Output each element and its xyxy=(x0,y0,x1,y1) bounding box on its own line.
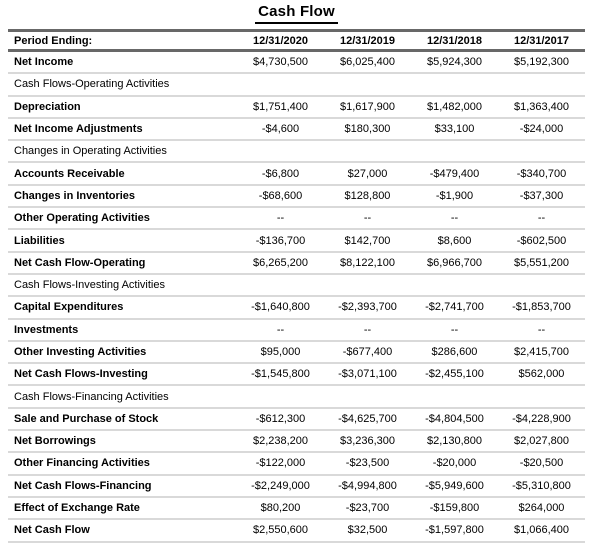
cell-value xyxy=(237,274,324,296)
cell-value: $80,200 xyxy=(237,497,324,519)
section-label: Cash Flows-Financing Activities xyxy=(8,385,237,407)
row-label: Depreciation xyxy=(8,96,237,118)
cell-value xyxy=(237,385,324,407)
row-label: Other Investing Activities xyxy=(8,341,237,363)
cell-value: -$159,800 xyxy=(411,497,498,519)
cell-value: -$677,400 xyxy=(324,341,411,363)
cell-value: -- xyxy=(237,207,324,229)
table-row xyxy=(8,475,585,497)
cell-value: $2,550,600 xyxy=(237,519,324,541)
cell-value: $8,122,100 xyxy=(324,252,411,274)
row-label: Net Cash Flows-Investing xyxy=(8,363,237,385)
cell-value: $6,025,400 xyxy=(324,51,411,74)
cell-value: $5,924,300 xyxy=(411,51,498,74)
cell-value: $1,751,400 xyxy=(237,96,324,118)
cell-value xyxy=(411,140,498,162)
table-row xyxy=(8,252,585,274)
section-label: Cash Flows-Operating Activities xyxy=(8,73,237,95)
cell-value: -$2,741,700 xyxy=(411,296,498,318)
cell-value: -$2,393,700 xyxy=(324,296,411,318)
cell-value: $27,000 xyxy=(324,162,411,184)
column-header-2018: 12/31/2018 xyxy=(411,31,498,51)
cell-value: $128,800 xyxy=(324,185,411,207)
section-header-row xyxy=(8,73,585,95)
page-title: Cash Flow xyxy=(255,3,338,24)
column-header-2017: 12/31/2017 xyxy=(498,31,585,51)
cell-value: $1,617,900 xyxy=(324,96,411,118)
cell-value: $2,238,200 xyxy=(237,430,324,452)
cell-value: $2,130,800 xyxy=(411,430,498,452)
cell-value: -$23,500 xyxy=(324,452,411,474)
cell-value: -$68,600 xyxy=(237,185,324,207)
cell-value: -- xyxy=(324,207,411,229)
cell-value: $264,000 xyxy=(498,497,585,519)
cell-value: -$37,300 xyxy=(498,185,585,207)
cell-value xyxy=(237,73,324,95)
cell-value: $6,966,700 xyxy=(411,252,498,274)
cell-value: -$1,853,700 xyxy=(498,296,585,318)
cell-value xyxy=(498,385,585,407)
cell-value: $2,415,700 xyxy=(498,341,585,363)
column-header-2019: 12/31/2019 xyxy=(324,31,411,51)
cell-value: -$2,249,000 xyxy=(237,475,324,497)
table-row xyxy=(8,363,585,385)
cell-value: -$1,900 xyxy=(411,185,498,207)
row-label: Other Financing Activities xyxy=(8,452,237,474)
cell-value: -- xyxy=(498,207,585,229)
row-label: Net Cash Flow xyxy=(8,519,237,541)
title-container xyxy=(8,3,585,24)
cell-value: -$4,600 xyxy=(237,118,324,140)
cell-value: -$136,700 xyxy=(237,229,324,251)
cash-flow-table xyxy=(8,29,585,543)
section-label: Cash Flows-Investing Activities xyxy=(8,274,237,296)
row-label: Investments xyxy=(8,319,237,341)
table-row xyxy=(8,118,585,140)
cell-value xyxy=(237,140,324,162)
cell-value: -$4,994,800 xyxy=(324,475,411,497)
cell-value: -- xyxy=(324,319,411,341)
table-row xyxy=(8,319,585,341)
cell-value: $1,482,000 xyxy=(411,96,498,118)
cell-value: -$5,310,800 xyxy=(498,475,585,497)
cell-value xyxy=(498,73,585,95)
cell-value xyxy=(324,385,411,407)
row-label: Sale and Purchase of Stock xyxy=(8,408,237,430)
cell-value: -$479,400 xyxy=(411,162,498,184)
cell-value: $4,730,500 xyxy=(237,51,324,74)
cell-value: $5,551,200 xyxy=(498,252,585,274)
cell-value: -$6,800 xyxy=(237,162,324,184)
column-header-2020: 12/31/2020 xyxy=(237,31,324,51)
cell-value: -$23,700 xyxy=(324,497,411,519)
table-row xyxy=(8,452,585,474)
cell-value: $2,027,800 xyxy=(498,430,585,452)
table-row xyxy=(8,408,585,430)
cell-value xyxy=(324,274,411,296)
row-label: Other Operating Activities xyxy=(8,207,237,229)
cell-value: $180,300 xyxy=(324,118,411,140)
table-row xyxy=(8,229,585,251)
cell-value: $8,600 xyxy=(411,229,498,251)
row-label: Net Cash Flows-Financing xyxy=(8,475,237,497)
row-label: Accounts Receivable xyxy=(8,162,237,184)
period-ending-header: Period Ending: xyxy=(8,31,237,51)
cell-value: -$122,000 xyxy=(237,452,324,474)
cell-value: $32,500 xyxy=(324,519,411,541)
cell-value: -- xyxy=(498,319,585,341)
cell-value: $95,000 xyxy=(237,341,324,363)
cell-value: -$24,000 xyxy=(498,118,585,140)
cell-value: $6,265,200 xyxy=(237,252,324,274)
table-row xyxy=(8,519,585,541)
table-row xyxy=(8,207,585,229)
table-row xyxy=(8,185,585,207)
section-header-row xyxy=(8,274,585,296)
cell-value: $33,100 xyxy=(411,118,498,140)
cell-value xyxy=(498,140,585,162)
cell-value xyxy=(324,140,411,162)
cell-value: -$2,455,100 xyxy=(411,363,498,385)
cell-value: -$1,597,800 xyxy=(411,519,498,541)
table-row xyxy=(8,296,585,318)
cell-value: $286,600 xyxy=(411,341,498,363)
cell-value: $1,066,400 xyxy=(498,519,585,541)
section-label: Changes in Operating Activities xyxy=(8,140,237,162)
cell-value: -- xyxy=(411,319,498,341)
cell-value: -$602,500 xyxy=(498,229,585,251)
table-row xyxy=(8,51,585,74)
row-label: Net Borrowings xyxy=(8,430,237,452)
cell-value xyxy=(498,274,585,296)
row-label: Effect of Exchange Rate xyxy=(8,497,237,519)
cell-value: -$340,700 xyxy=(498,162,585,184)
table-row xyxy=(8,96,585,118)
cell-value: -$4,804,500 xyxy=(411,408,498,430)
cell-value: $562,000 xyxy=(498,363,585,385)
cell-value: -- xyxy=(237,319,324,341)
cell-value: -$3,071,100 xyxy=(324,363,411,385)
cell-value: $142,700 xyxy=(324,229,411,251)
cell-value: -$5,949,600 xyxy=(411,475,498,497)
cell-value: -$1,640,800 xyxy=(237,296,324,318)
cell-value: -$1,545,800 xyxy=(237,363,324,385)
cell-value: -$20,000 xyxy=(411,452,498,474)
row-label: Net Income xyxy=(8,51,237,74)
table-body xyxy=(8,51,585,542)
table-row xyxy=(8,430,585,452)
row-label: Capital Expenditures xyxy=(8,296,237,318)
cell-value: -- xyxy=(411,207,498,229)
cell-value: -$4,228,900 xyxy=(498,408,585,430)
cell-value xyxy=(324,73,411,95)
table-row xyxy=(8,162,585,184)
row-label: Changes in Inventories xyxy=(8,185,237,207)
cell-value: -$20,500 xyxy=(498,452,585,474)
section-header-row xyxy=(8,140,585,162)
cell-value: $3,236,300 xyxy=(324,430,411,452)
cell-value xyxy=(411,385,498,407)
row-label: Net Income Adjustments xyxy=(8,118,237,140)
cell-value: -$4,625,700 xyxy=(324,408,411,430)
header-row xyxy=(8,31,585,51)
row-label: Liabilities xyxy=(8,229,237,251)
cell-value xyxy=(411,73,498,95)
cell-value: $5,192,300 xyxy=(498,51,585,74)
cell-value xyxy=(411,274,498,296)
row-label: Net Cash Flow-Operating xyxy=(8,252,237,274)
cell-value: -$612,300 xyxy=(237,408,324,430)
section-header-row xyxy=(8,385,585,407)
cell-value: $1,363,400 xyxy=(498,96,585,118)
table-row xyxy=(8,497,585,519)
table-row xyxy=(8,341,585,363)
